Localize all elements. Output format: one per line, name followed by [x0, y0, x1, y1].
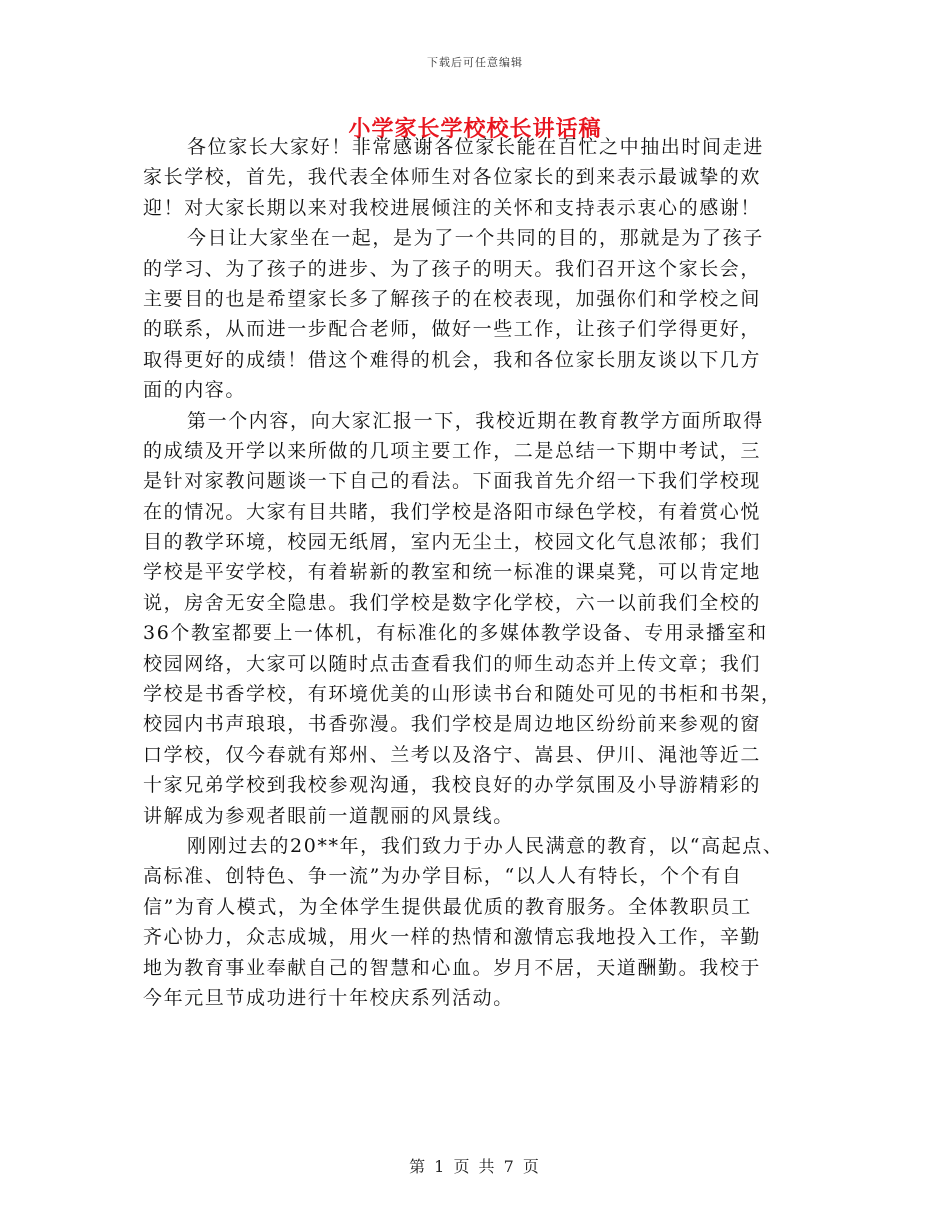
body-line: 十家兄弟学校到我校参观沟通，我校良好的办学氛围及小导游精彩的: [143, 774, 762, 797]
body-line: 各位家长大家好！非常感谢各位家长能在百忙之中抽出时间走进: [187, 136, 764, 158]
document-body: [143, 132, 823, 1013]
body-line: 校园内书声琅琅，书香弥漫。我们学校是周边地区纷纷前来参观的窗: [143, 713, 762, 736]
body-line: 齐心协力，众志成城，用火一样的热情和激情忘我地投入工作，辛勤: [143, 926, 762, 949]
body-line: 迎！对大家长期以来对我校进展倾注的关怀和支持表示衷心的感谢！: [143, 196, 762, 219]
body-line: 在的情况。大家有目共睹，我们学校是洛阳市绿色学校，有着赏心悦: [143, 500, 762, 523]
body-line: 今日让大家坐在一起，是为了一个共同的目的，那就是为了孩子: [187, 227, 764, 250]
body-line: 学校是书香学校，有环境优美的山形读书台和随处可见的书柜和书架，: [143, 683, 782, 706]
header-note: 下载后可任意编辑: [427, 56, 523, 69]
body-line: 目的教学环境，校园无纸屑，室内无尘土，校园文化气息浓郁；我们: [143, 531, 762, 554]
body-line: 取得更好的成绩！借这个难得的机会，我和各位家长朋友谈以下几方: [143, 348, 762, 371]
body-line: 信”为育人模式，为全体学生提供最优质的教育服务。全体教职员工: [143, 895, 752, 918]
body-line: 高标准、创特色、争一流”为办学目标，“以人人有特长，个个有自: [143, 865, 743, 888]
body-line: 校园网络，大家可以随时点击查看我们的师生动态并上传文章；我们: [143, 652, 762, 675]
body-line: 讲解成为参观者眼前一道靓丽的风景线。: [143, 804, 514, 827]
page-indicator: 第 1 页 共 7 页: [409, 1157, 541, 1176]
body-line: 地为教育事业奉献自己的智慧和心血。岁月不居，天道酬勤。我校于: [143, 956, 762, 979]
body-line: 的联系，从而进一步配合老师，做好一些工作，让孩子们学得更好，: [143, 318, 762, 341]
body-line: 今年元旦节成功进行十年校庆系列活动。: [143, 986, 514, 1009]
body-line: 的成绩及开学以来所做的几项主要工作，二是总结一下期中考试，三: [143, 439, 762, 462]
body-line: 口学校，仅今春就有郑州、兰考以及洛宁、嵩县、伊川、渑池等近二: [143, 743, 762, 766]
document-title: 小学家长学校校长讲话稿: [348, 116, 602, 142]
body-line: 主要目的也是希望家长多了解孩子的在校表现，加强你们和学校之间: [143, 287, 762, 310]
body-line: 刚刚过去的20**年，我们致力于办人民满意的教育，以“高起点、: [187, 834, 784, 857]
body-line: 36个教室都要上一体机，有标准化的多媒体教学设备、专用录播室和: [143, 622, 768, 645]
body-line: 说，房舍无安全隐患。我们学校是数字化学校，六一以前我们全校的: [143, 591, 762, 614]
body-line: 是针对家教问题谈一下自己的看法。下面我首先介绍一下我们学校现: [143, 470, 762, 493]
body-line: 第一个内容，向大家汇报一下，我校近期在教育教学方面所取得: [187, 409, 764, 432]
body-line: 家长学校，首先，我代表全体师生对各位家长的到来表示最诚挚的欢: [143, 166, 762, 189]
body-line: 面的内容。: [143, 379, 247, 402]
body-line: 学校是平安学校，有着崭新的教室和统一标准的课桌凳，可以肯定地: [143, 561, 762, 584]
body-line: 的学习、为了孩子的进步、为了孩子的明天。我们召开这个家长会，: [143, 257, 762, 280]
